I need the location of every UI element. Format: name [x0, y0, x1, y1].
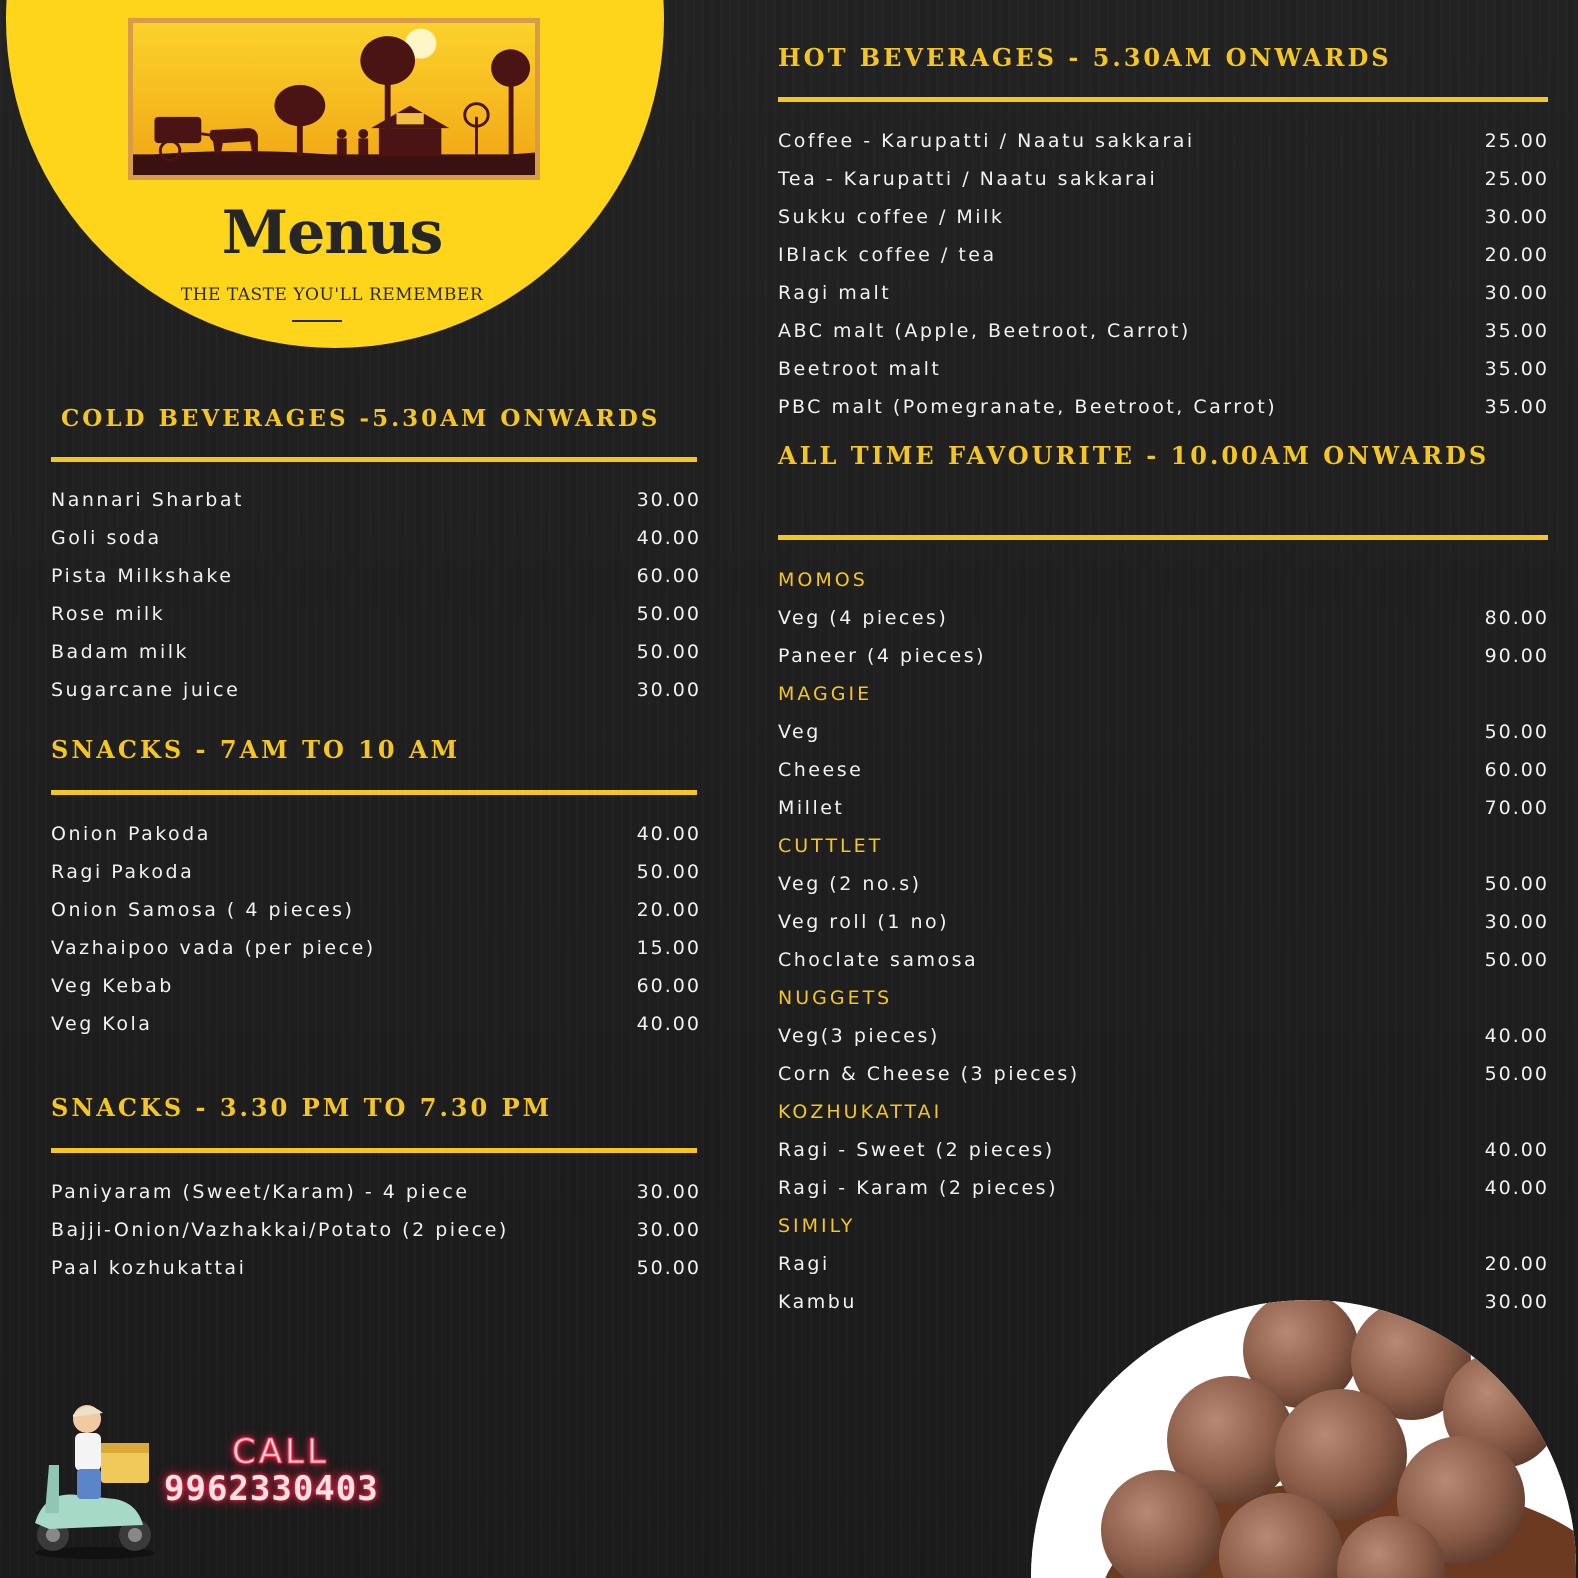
menu-item — [778, 388, 1549, 426]
section-title: SNACKS - 7AM TO 10 AM — [51, 735, 461, 764]
menu-item — [778, 236, 1549, 274]
item-price: 50.00 — [1484, 873, 1549, 895]
menu-item — [51, 633, 701, 671]
item-name: Sugarcane juice — [51, 679, 241, 701]
item-list — [778, 1245, 1549, 1321]
item-price: 40.00 — [636, 823, 701, 845]
menu-item — [51, 1173, 701, 1211]
item-name: Goli soda — [51, 527, 162, 549]
item-price: 50.00 — [1484, 949, 1549, 971]
item-price: 50.00 — [1484, 721, 1549, 743]
item-name: Veg Kola — [51, 1013, 153, 1035]
item-list — [51, 481, 701, 709]
menu-item — [778, 637, 1549, 675]
item-name: Coffee - Karupatti / Naatu sakkarai — [778, 130, 1195, 152]
item-price: 40.00 — [1484, 1139, 1549, 1161]
item-name: Paniyaram (Sweet/Karam) - 4 piece — [51, 1181, 470, 1203]
menu-item — [51, 853, 701, 891]
item-name: Bajji-Onion/Vazhakkai/Potato (2 piece) — [51, 1219, 509, 1241]
phone-number[interactable]: 9962330403 — [164, 1469, 379, 1509]
menu-item — [778, 1245, 1549, 1283]
menu-item — [51, 891, 701, 929]
item-price: 25.00 — [1484, 168, 1549, 190]
category-label-kozhukattai: KOZHUKATTAI — [778, 1101, 943, 1123]
item-price: 40.00 — [1484, 1177, 1549, 1199]
item-list — [778, 1017, 1549, 1093]
item-name: Millet — [778, 797, 845, 819]
menu-item — [778, 1017, 1549, 1055]
menu-item — [778, 599, 1549, 637]
tagline: THE TASTE YOU'LL REMEMBER — [180, 285, 484, 305]
menu-item — [51, 1005, 701, 1043]
menu-item — [51, 815, 701, 853]
item-list — [778, 122, 1549, 426]
section-rule — [51, 1148, 697, 1153]
item-name: Nannari Sharbat — [51, 489, 244, 511]
menu-item — [778, 274, 1549, 312]
menu-item — [51, 1249, 701, 1287]
item-name: Tea - Karupatti / Naatu sakkarai — [778, 168, 1158, 190]
ragi-laddu-photo — [1031, 1300, 1576, 1578]
item-list — [778, 1131, 1549, 1207]
section-title: SNACKS - 3.30 PM TO 7.30 PM — [51, 1093, 553, 1122]
item-price: 30.00 — [1484, 1291, 1549, 1313]
item-price: 30.00 — [1484, 911, 1549, 933]
menu-item — [51, 557, 701, 595]
menu-item — [778, 198, 1549, 236]
item-price: 25.00 — [1484, 130, 1549, 152]
item-name: Ragi Pakoda — [51, 861, 195, 883]
item-name: Ragi malt — [778, 282, 892, 304]
item-price: 30.00 — [636, 1219, 701, 1241]
menu-item — [778, 350, 1549, 388]
category-label-simily: SIMILY — [778, 1215, 856, 1237]
item-price: 60.00 — [636, 565, 701, 587]
item-price: 30.00 — [1484, 206, 1549, 228]
item-price: 35.00 — [1484, 320, 1549, 342]
item-price: 40.00 — [1484, 1025, 1549, 1047]
item-price: 35.00 — [1484, 358, 1549, 380]
item-list — [51, 815, 701, 1043]
menu-item — [778, 751, 1549, 789]
item-price: 50.00 — [636, 641, 701, 663]
item-list — [51, 1173, 701, 1287]
item-price: 90.00 — [1484, 645, 1549, 667]
item-list — [778, 865, 1549, 979]
item-name: PBC malt (Pomegranate, Beetroot, Carrot) — [778, 396, 1278, 418]
item-price: 70.00 — [1484, 797, 1549, 819]
item-price: 60.00 — [636, 975, 701, 997]
item-name: Vazhaipoo vada (per piece) — [51, 937, 376, 959]
menu-item — [778, 713, 1549, 751]
item-name: Ragi - Sweet (2 pieces) — [778, 1139, 1055, 1161]
item-name: IBlack coffee / tea — [778, 244, 997, 266]
category-label-cuttlet: CUTTLET — [778, 835, 884, 857]
item-name: Onion Samosa ( 4 pieces) — [51, 899, 355, 921]
section-title: COLD BEVERAGES -5.30AM ONWARDS — [61, 405, 661, 432]
menu-item — [778, 1131, 1549, 1169]
item-list — [778, 599, 1549, 675]
item-name: Ragi — [778, 1253, 830, 1275]
item-price: 50.00 — [636, 603, 701, 625]
delivery-scooter-icon — [25, 1395, 165, 1565]
menu-item — [778, 941, 1549, 979]
menu-item — [778, 1283, 1549, 1321]
menu-item — [51, 519, 701, 557]
item-price: 40.00 — [636, 527, 701, 549]
menu-item — [778, 1169, 1549, 1207]
item-name: Veg (2 no.s) — [778, 873, 922, 895]
menu-item — [778, 160, 1549, 198]
menu-item — [51, 481, 701, 519]
item-name: Paneer (4 pieces) — [778, 645, 987, 667]
item-price: 15.00 — [636, 937, 701, 959]
item-name: Sukku coffee / Milk — [778, 206, 1005, 228]
menu-item — [51, 929, 701, 967]
snacks-morning-section — [51, 734, 701, 1043]
item-price: 40.00 — [636, 1013, 701, 1035]
item-price: 20.00 — [636, 899, 701, 921]
section-title: ALL TIME FAVOURITE - 10.00AM ONWARDS — [778, 441, 1490, 470]
item-name: Corn & Cheese (3 pieces) — [778, 1063, 1080, 1085]
category-label-nuggets: NUGGETS — [778, 987, 893, 1009]
item-name: Veg (4 pieces) — [778, 607, 949, 629]
menu-item — [51, 671, 701, 709]
item-price: 30.00 — [636, 489, 701, 511]
page-title: Menus — [221, 198, 443, 268]
item-name: Veg Kebab — [51, 975, 174, 997]
menu-item — [51, 1211, 701, 1249]
menu-item — [778, 789, 1549, 827]
item-name: Pista Milkshake — [51, 565, 234, 587]
hot-beverages-section — [778, 42, 1549, 426]
item-name: Choclate samosa — [778, 949, 979, 971]
item-name: Cheese — [778, 759, 864, 781]
item-price: 20.00 — [1484, 244, 1549, 266]
item-price: 30.00 — [1484, 282, 1549, 304]
item-price: 80.00 — [1484, 607, 1549, 629]
item-price: 30.00 — [636, 679, 701, 701]
section-rule — [778, 535, 1548, 540]
all-time-favourite-section — [778, 440, 1549, 1321]
category-label-maggie: MAGGIE — [778, 683, 873, 705]
item-price: 50.00 — [1484, 1063, 1549, 1085]
item-price: 35.00 — [1484, 396, 1549, 418]
item-name: Badam milk — [51, 641, 189, 663]
item-name: ABC malt (Apple, Beetroot, Carrot) — [778, 320, 1191, 342]
menu-item — [778, 865, 1549, 903]
menu-item — [778, 1055, 1549, 1093]
section-title: HOT BEVERAGES - 5.30AM ONWARDS — [778, 43, 1392, 72]
item-name: Onion Pakoda — [51, 823, 211, 845]
category-label-momos: MOMOS — [778, 569, 868, 591]
section-rule — [51, 790, 697, 795]
menu-item — [778, 312, 1549, 350]
tagline-divider — [292, 320, 342, 322]
section-rule — [51, 457, 697, 462]
item-name: Kambu — [778, 1291, 857, 1313]
village-silhouette-logo-icon — [133, 23, 535, 175]
item-price: 30.00 — [636, 1181, 701, 1203]
snacks-evening-section — [51, 1092, 701, 1287]
item-name: Veg — [778, 721, 821, 743]
menu-item — [51, 595, 701, 633]
logo — [128, 18, 540, 180]
section-rule — [778, 97, 1548, 102]
call-label: CALL — [232, 1432, 329, 1472]
item-price: 50.00 — [636, 861, 701, 883]
item-name: Ragi - Karam (2 pieces) — [778, 1177, 1058, 1199]
item-price: 60.00 — [1484, 759, 1549, 781]
item-name: Beetroot malt — [778, 358, 942, 380]
item-name: Paal kozhukattai — [51, 1257, 247, 1279]
menu-item — [51, 967, 701, 1005]
item-price: 20.00 — [1484, 1253, 1549, 1275]
menu-item — [778, 903, 1549, 941]
item-name: Rose milk — [51, 603, 166, 625]
cold-beverages-section — [51, 403, 701, 709]
item-list — [778, 713, 1549, 827]
item-price: 50.00 — [636, 1257, 701, 1279]
item-name: Veg roll (1 no) — [778, 911, 950, 933]
category-list — [778, 561, 1549, 1321]
menu-item — [778, 122, 1549, 160]
item-name: Veg(3 pieces) — [778, 1025, 940, 1047]
